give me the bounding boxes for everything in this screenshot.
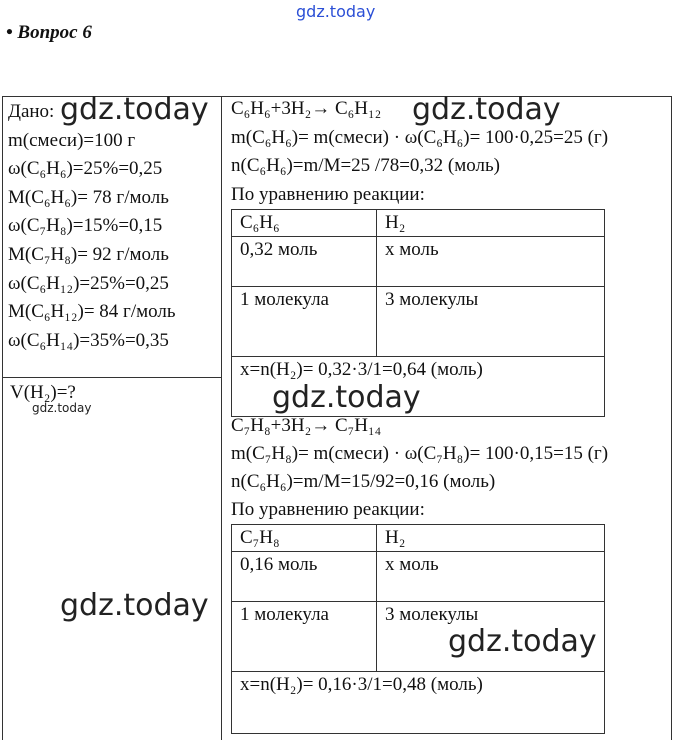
- table1-ratio-h2: 3 молекулы: [377, 287, 605, 357]
- given-line-6: ω(C₆H₁₂)=25%=0,25: [8, 272, 169, 294]
- reaction-1: C₆H₆+3H₂→ C₆H₁₂: [231, 98, 382, 119]
- by-equation-2: По уравнению реакции:: [231, 499, 425, 520]
- table2-head-substance: C₇H₈: [232, 525, 377, 552]
- given-line-1: m(смеси)=100 г: [8, 129, 136, 151]
- table2-moles-substance: 0,16 моль: [232, 552, 377, 602]
- table2-moles-h2: x моль: [377, 552, 605, 602]
- given-block: [8, 98, 176, 355]
- given-line-3: M(C₆H₆)= 78 г/моль: [8, 186, 169, 208]
- table1-head-h2: H₂: [377, 210, 605, 237]
- table2-ratio-h2: 3 молекулы: [377, 602, 605, 672]
- watermark-overlay-4: gdz.today: [272, 380, 421, 415]
- table2-ratio-substance: 1 молекула: [232, 602, 377, 672]
- question-title: • Вопрос 6: [6, 22, 92, 43]
- by-equation-1: По уравнению реакции:: [231, 184, 425, 205]
- table1-head-substance: C₆H₆: [232, 210, 377, 237]
- mass-1: m(C₆H₆)= m(смеси) · ω(C₆H₆)= 100·0,25=25 (г): [231, 127, 609, 148]
- watermark-overlay-2: gdz.today: [412, 92, 561, 127]
- given-line-2: ω(C₆H₆)=25%=0,25: [8, 158, 163, 180]
- table1-ratio-substance: 1 молекула: [232, 287, 377, 357]
- given-line-7: M(C₆H₁₂)= 84 г/моль: [8, 301, 176, 323]
- moles-2: n(C₆H₆)=m/M=15/92=0,16 (моль): [231, 471, 496, 492]
- watermark-overlay-6: gdz.today: [448, 624, 597, 659]
- mass-2: m(C₇H₈)= m(смеси) · ω(C₇H₈)= 100·0,15=15 (г): [231, 443, 609, 464]
- table1-moles-h2: x моль: [377, 237, 605, 287]
- given-line-8: ω(C₆H₁₄)=35%=0,35: [8, 329, 169, 351]
- given-label: Дано:: [8, 101, 55, 122]
- watermark-overlay-1: gdz.today: [60, 92, 209, 127]
- find-value: V(H₂)=?: [10, 382, 76, 403]
- reaction-2: C₇H₈+3H₂→ C₇H₁₄: [231, 415, 382, 436]
- watermark-overlay-3: gdz.today: [32, 401, 92, 415]
- watermark-overlay-5: gdz.today: [60, 588, 209, 623]
- given-line-5: M(C₇H₈)= 92 г/моль: [8, 243, 169, 265]
- table2-head-h2: H₂: [377, 525, 605, 552]
- given-line-4: ω(C₇H₈)=15%=0,15: [8, 215, 163, 237]
- moles-1: n(C₆H₆)=m/M=25 /78=0,32 (моль): [231, 155, 500, 176]
- column-divider: [221, 96, 222, 740]
- table1-moles-substance: 0,32 моль: [232, 237, 377, 287]
- table1-result: x=n(H₂)= 0,32·3/1=0,64 (моль): [232, 357, 605, 417]
- watermark-top: gdz.today: [296, 2, 376, 21]
- table2-result: x=n(H₂)= 0,16·3/1=0,48 (моль): [232, 672, 605, 734]
- given-divider: [2, 377, 222, 378]
